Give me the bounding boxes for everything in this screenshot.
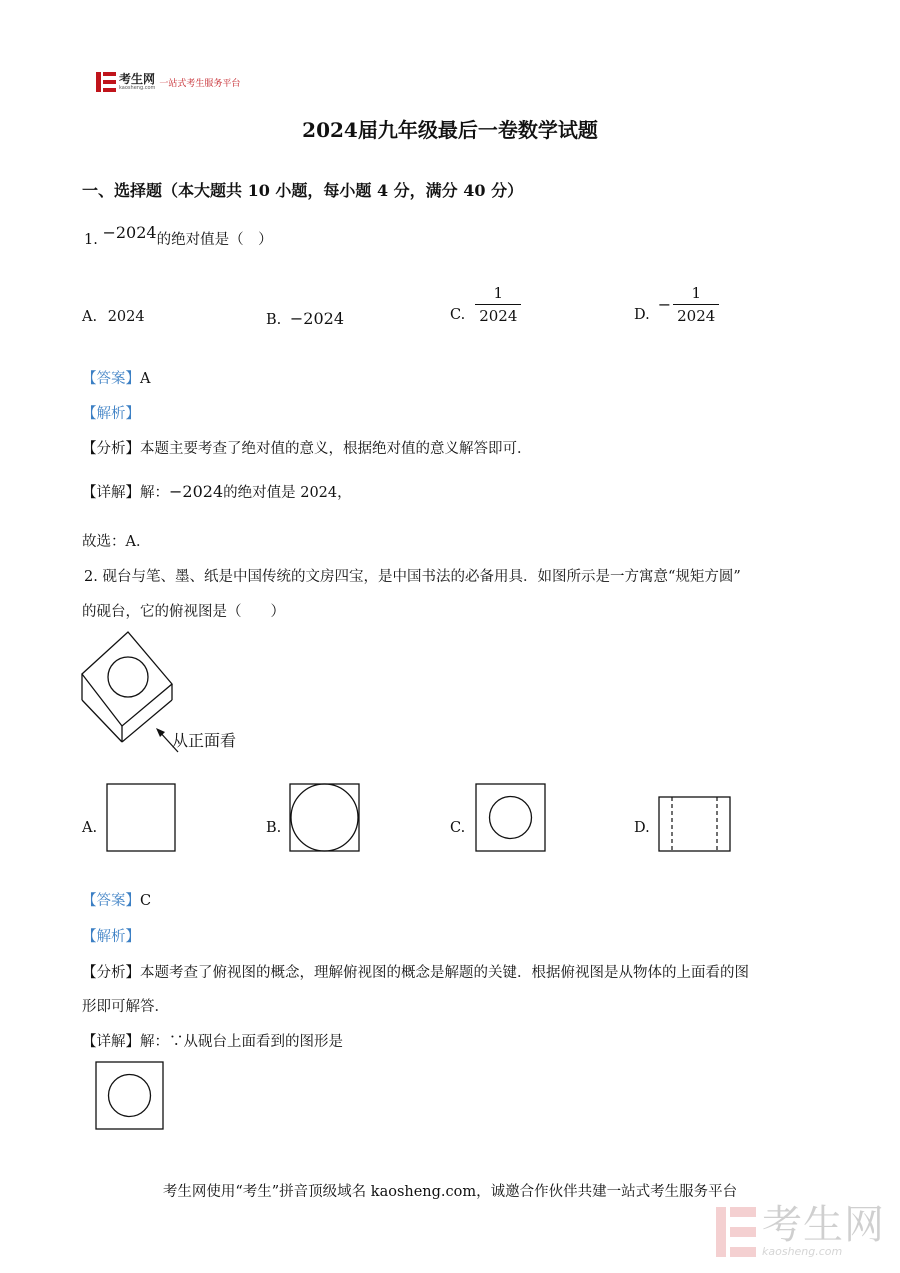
option-c-label: C. xyxy=(450,820,466,836)
detail-line xyxy=(82,481,352,502)
answer-tag: 【答案】 xyxy=(82,893,140,909)
watermark-logo-icon xyxy=(716,1207,756,1257)
option-label: A. xyxy=(82,309,98,325)
view-direction-label: 从正面看 xyxy=(172,731,237,750)
detail-prefix: 【详解】解： xyxy=(82,485,169,501)
kaosheng-logo-icon xyxy=(96,72,116,92)
analysis-text: 【分析】本题主要考查了绝对值的意义，根据绝对值的意义解答即可． xyxy=(82,441,532,457)
conclusion-line: 故选：A． xyxy=(82,534,151,550)
option-c[interactable] xyxy=(450,284,521,325)
option-text: 2024 xyxy=(107,309,145,325)
option-a-label: A. xyxy=(82,820,98,836)
analysis-tag: 【解析】 xyxy=(82,406,140,422)
option-d-figure[interactable] xyxy=(658,796,732,853)
detail-line: 【详解】解：∵从砚台上面看到的图形是 xyxy=(82,1034,343,1050)
option-text: −2024 xyxy=(289,309,344,328)
math-expression: −2024 xyxy=(169,482,224,501)
section-heading: 一、选择题（本大题共 10 小题，每小题 4 分，满分 40 分） xyxy=(82,181,524,200)
fraction-numerator: 1 xyxy=(691,284,701,302)
watermark-logo xyxy=(716,1202,885,1258)
analysis-tag: 【解析】 xyxy=(82,929,140,945)
option-b-figure[interactable] xyxy=(289,783,361,853)
watermark-brand: 考生网 xyxy=(762,1202,885,1248)
answer-line xyxy=(82,889,151,910)
option-label: D. xyxy=(634,306,650,323)
option-d[interactable] xyxy=(634,284,719,325)
option-a[interactable] xyxy=(82,309,145,325)
math-expression: −2024 xyxy=(102,223,157,242)
fraction-denominator: 2024 xyxy=(475,304,521,325)
option-a-figure[interactable] xyxy=(106,783,177,853)
fraction-numerator: 1 xyxy=(493,284,504,302)
question-number: 1. xyxy=(84,232,98,248)
answer-tag: 【答案】 xyxy=(82,371,140,387)
question-2-stem-line2: 的砚台，它的俯视图是（ ） xyxy=(82,604,285,620)
question-1-stem xyxy=(84,223,273,249)
fraction-denominator: 2024 xyxy=(673,304,719,325)
minus-sign: − xyxy=(657,295,672,314)
site-logo xyxy=(96,72,240,92)
question-number: 2. xyxy=(84,569,98,585)
question-text: 砚台与笔、墨、纸是中国传统的文房四宝，是中国书法的必备用具．如图所示是一方寓意“规矩方圆” xyxy=(102,569,741,585)
answer-value: C xyxy=(140,893,152,909)
watermark-domain: kaosheng.com xyxy=(762,1245,843,1258)
detail-text: 的绝对值是 2024， xyxy=(223,485,352,501)
option-b[interactable] xyxy=(266,309,344,328)
logo-brand: 考生网 xyxy=(119,72,156,86)
fraction xyxy=(673,284,719,325)
solution-figure xyxy=(95,1061,165,1131)
option-label: B. xyxy=(266,312,282,328)
footer-text: 考生网使用“考生”拼音顶级域名 kaosheng.com，诚邀合作伙伴共建一站式考生服务平台 xyxy=(162,1184,738,1200)
fraction xyxy=(475,284,521,325)
option-label: C. xyxy=(450,306,466,323)
analysis-text-line1: 【分析】本题考查了俯视图的概念，理解俯视图的概念是解题的关键．根据俯视图是从物体的上面看的图 xyxy=(82,965,749,981)
logo-slogan: 一站式考生服务平台 xyxy=(159,78,241,89)
answer-line xyxy=(82,367,150,388)
option-d-label: D. xyxy=(634,820,650,836)
analysis-text-line2: 形即可解答． xyxy=(82,999,169,1015)
page-title: 2024届九年级最后一卷数学试题 xyxy=(302,118,598,142)
answer-value: A xyxy=(140,371,151,387)
question-text: 的绝对值是（ ） xyxy=(156,232,273,248)
logo-domain: kaosheng.com xyxy=(119,85,156,91)
question-2-stem-line1 xyxy=(84,565,741,586)
option-c-figure[interactable] xyxy=(475,783,547,853)
option-b-label: B. xyxy=(266,820,282,836)
